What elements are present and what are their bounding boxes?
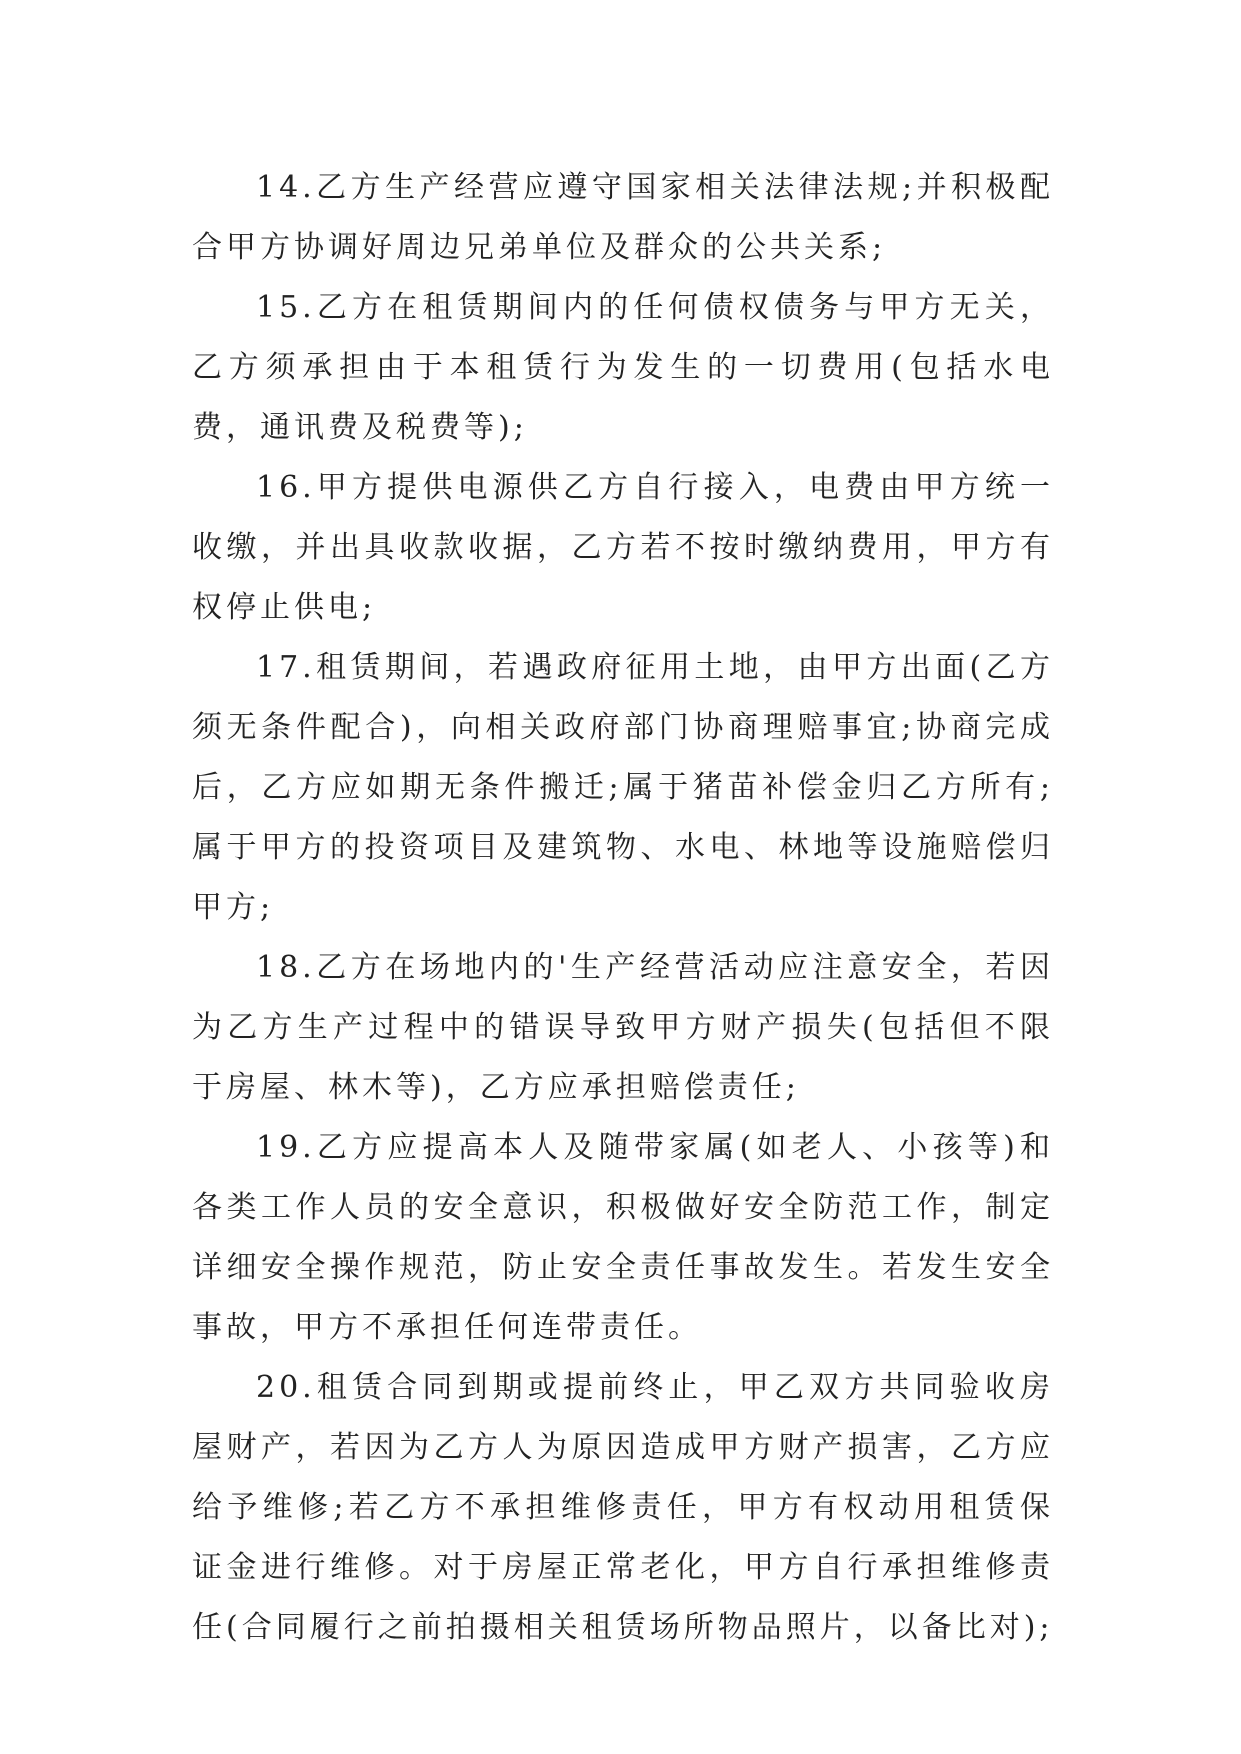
clause-18: 18.乙方在场地内的'生产经营活动应注意安全，若因为乙方生产过程中的错误导致甲方财产损失(包括但不限于房屋、林木等)，乙方应承担赔偿责任; [192, 950, 1054, 1105]
document-body [192, 158, 1054, 1658]
clause-17: 17.租赁期间，若遇政府征用土地，由甲方出面(乙方须无条件配合)，向相关政府部门协商理赔事宜;协商完成后，乙方应如期无条件搬迁;属于猪苗补偿金归乙方所有;属于甲方的投资项目及建筑物、水电、林地等设施赔偿归甲方; [192, 650, 1054, 925]
clause-15: 15.乙方在租赁期间内的任何债权债务与甲方无关，乙方须承担由于本租赁行为发生的一切费用(包括水电费，通讯费及税费等); [192, 290, 1054, 445]
clause-20: 20.租赁合同到期或提前终止，甲乙双方共同验收房屋财产，若因为乙方人为原因造成甲方财产损害，乙方应给予维修;若乙方不承担维修责任，甲方有权动用租赁保证金进行维修。对于房屋正常老化，甲方自行承担维修责任(合同履行之前拍摄相关租赁场所物品照片，以备比对); [192, 1370, 1054, 1645]
clause-14: 14.乙方生产经营应遵守国家相关法律法规;并积极配合甲方协调好周边兄弟单位及群众的公共关系; [192, 170, 1054, 265]
clause-19: 19.乙方应提高本人及随带家属(如老人、小孩等)和各类工作人员的安全意识，积极做好安全防范工作，制定详细安全操作规范，防止安全责任事故发生。若发生安全事故，甲方不承担任何连带责任。 [192, 1130, 1054, 1345]
clause-16: 16.甲方提供电源供乙方自行接入，电费由甲方统一收缴，并出具收款收据，乙方若不按时缴纳费用，甲方有权停止供电; [192, 470, 1054, 625]
